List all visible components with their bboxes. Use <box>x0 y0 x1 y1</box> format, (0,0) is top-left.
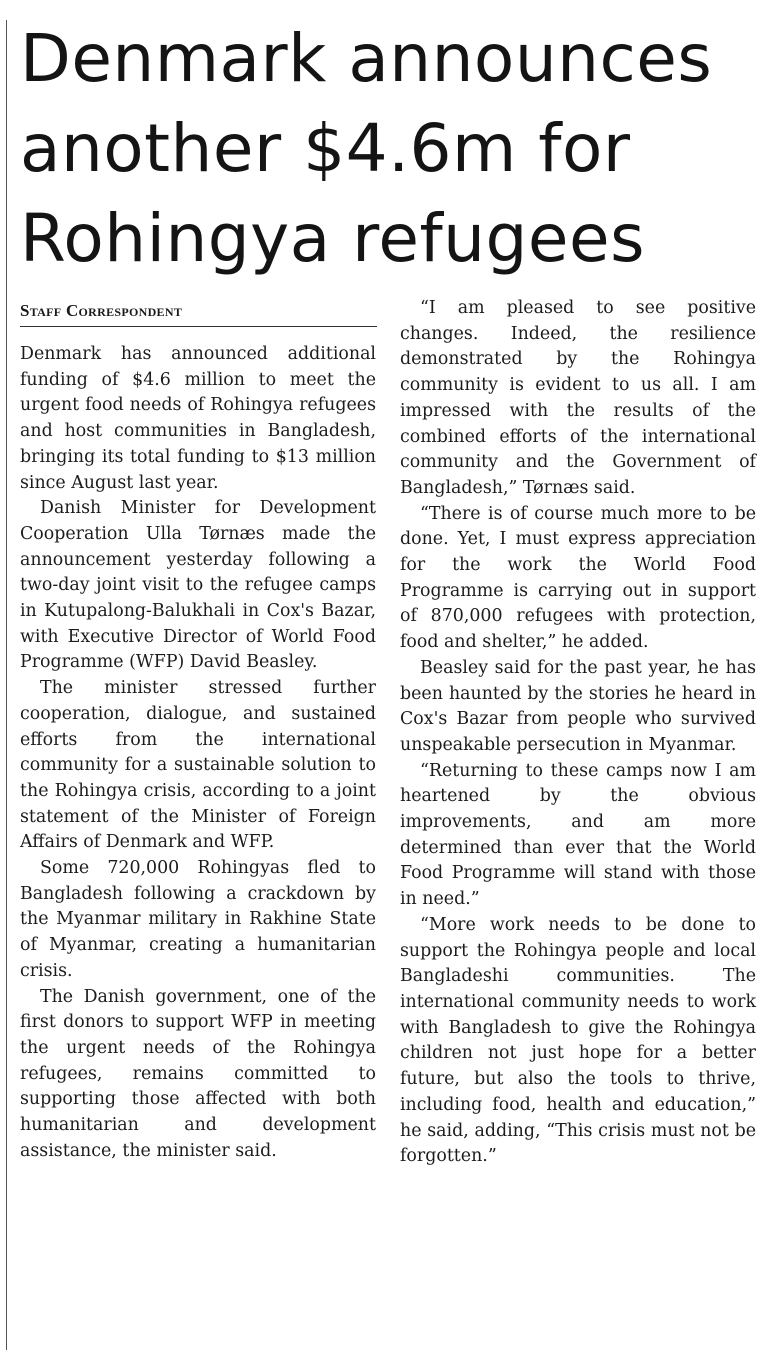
paragraph-left-4: Some 720,000 Rohingyas fled to Bangladesh following a crackdown by the Myanmar military in Rakhine State of Myanmar, creating a humanitarian crisis. <box>20 858 376 981</box>
headline <box>20 14 765 284</box>
headline-line-1: Denmark announces <box>20 20 713 97</box>
paragraph-left-5: The Danish government, one of the first donors to support WFP in meeting the urgent needs of the Rohingya refugees, remains committed to supporting those affected with both humanitarian and development assistance, the minister said. <box>20 986 376 1161</box>
paragraph-right-2: “There is of course much more to be done. Yet, I must express appreciation for the work the World Food Programme is carrying out in support of 870,000 refugees with protection, food and shelter,” he added. <box>400 503 756 653</box>
paragraph-right-4: “Returning to these camps now I am heartened by the obvious improvements, and am more determined than ever that the World Food Programme will stand with those in need.” <box>400 760 756 910</box>
headline-line-3: Rohingya refugees <box>20 200 645 277</box>
paragraph-right-5: “More work needs to be done to support the Rohingya people and local Bangladeshi communities. The international community needs to work with Bangladesh to give the Rohingya children not just hope for a better future, but also the tools to thrive, including food, health and education,” he said, adding, “This crisis must not be forgotten.” <box>400 914 756 1167</box>
column-divider-rule <box>6 20 7 1350</box>
article-column-left <box>20 342 376 1165</box>
byline-underline <box>20 326 377 327</box>
paragraph-right-1: “I am pleased to see positive changes. Indeed, the resilience demonstrated by the Rohingya community is evident to us all. I am impressed with the results of the combined efforts of the international community and the Government of Bangladesh,” Tørnæs said. <box>400 298 756 498</box>
paragraph-right-3: Beasley said for the past year, he has been haunted by the stories he heard in Cox's Bazar from people who survived unspeakable persecution in Myanmar. <box>400 657 756 755</box>
headline-line-2: another $4.6m for <box>20 110 631 187</box>
paragraph-left-1: Denmark has announced additional funding of $4.6 million to meet the urgent food needs of Rohingya refugees and host communities in Bangladesh, bringing its total funding to $13 million since August last year. <box>20 344 376 493</box>
byline: Staff Correspondent <box>20 301 183 320</box>
paragraph-left-3: The minister stressed further cooperation, dialogue, and sustained efforts from the international community for a sustainable solution to the Rohingya crisis, according to a joint statement of the Minister of Foreign Affairs of Denmark and WFP. <box>20 678 376 853</box>
article-column-right <box>400 296 756 1170</box>
paragraph-left-2: Danish Minister for Development Cooperation Ulla Tørnæs made the announcement yesterday following a two-day joint visit to the refugee camps in Kutupalong-Balukhali in Cox's Bazar, with Executive Director of World Food Programme (WFP) David Beasley. <box>20 498 376 673</box>
